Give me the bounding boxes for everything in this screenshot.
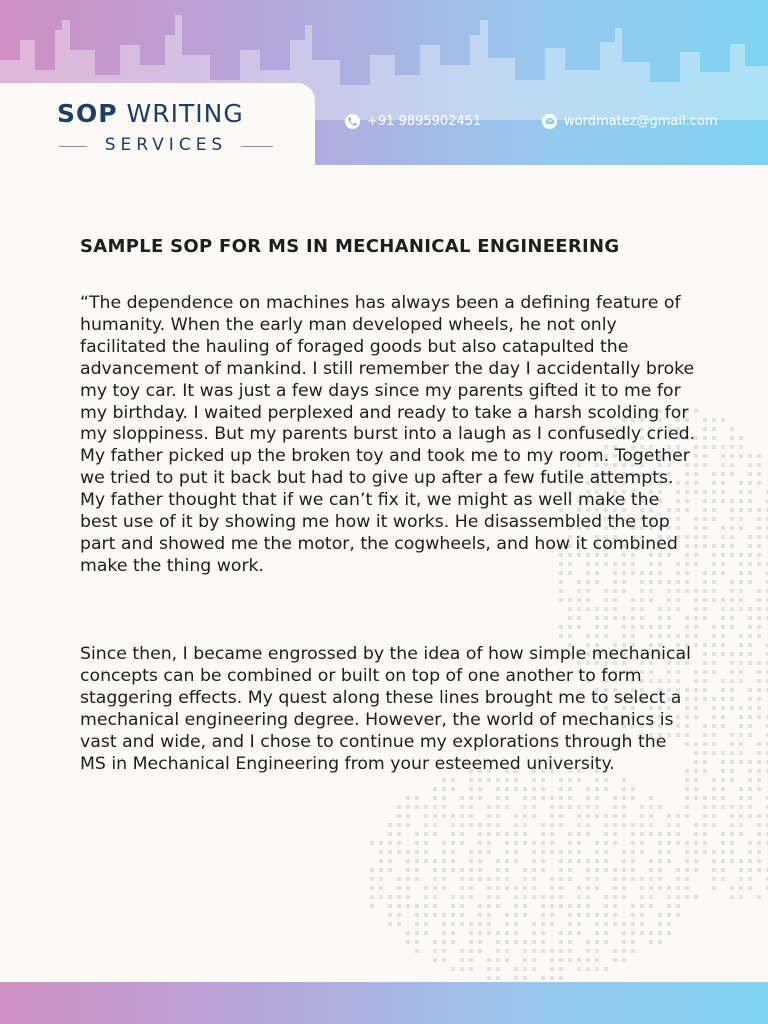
phone-number: +91 9895902451 — [367, 113, 482, 129]
email-address: wordmatez@gmail.com — [564, 113, 718, 129]
email-contact[interactable] — [542, 111, 718, 131]
paragraph-2: Since then, I became engrossed by the idea of how simple mechanical concepts can be combined or built on top of one another to form staggering effects. My quest along these lines brought me to select a mechanical engineering degree. However, the world of mechanics is vast and wide, and I chose to continue my explorations through the MS in Mechanical Engineering from your esteemed university. — [80, 644, 691, 774]
email-icon — [542, 114, 557, 129]
phone-icon — [345, 114, 360, 129]
document-title: SAMPLE SOP FOR MS IN MECHANICAL ENGINEERING — [80, 236, 620, 257]
logo-subtitle-row — [57, 135, 275, 157]
footer-band — [0, 982, 768, 1024]
phone-contact[interactable] — [345, 111, 481, 131]
paragraph-1: “The dependence on machines has always been a defining feature of humanity. When the early man developed wheels, he not only facilitated the hauling of foraged goods but also catapulted the advancement of mankind. I still remember the day I accidentally broke my toy car. It was just a few days since my parents gifted it to me for my birthday. I waited perplexed and ready to take a harsh scolding for my sloppiness. But my parents burst into a laugh as I confusedly cried. My father picked up the broken toy and took me to my room. Together we tried to put it back but had to give up after a few futile attempts. My father thought that if we can’t fix it, we might as well make the best use of it by showing me how it works. He disassembled the top part and showed me the motor, the cogwheels, and how it combined make the thing work. — [80, 293, 696, 576]
logo-panel — [0, 83, 315, 168]
logo-title: SOP WRITING — [57, 99, 244, 128]
logo-subtitle: SERVICES — [104, 135, 228, 155]
